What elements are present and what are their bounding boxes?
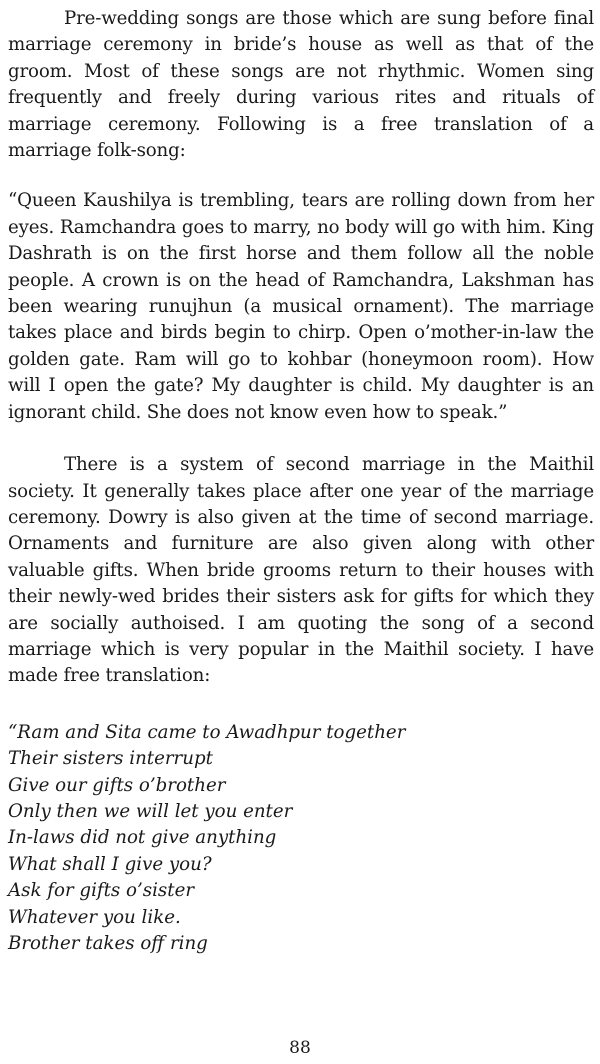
page-number: 88 [289,1038,311,1058]
verse-line: What shall I give you? [8,853,212,875]
verse-line: Ask for gifts o’sister [8,880,195,902]
paragraph-folk-song-quote: “Queen Kaushilya is trembling, tears are rolling down from her eyes. Ramchandra goes to marry, no body will go with him. King Dashrath is on the first horse and them follow all the noble people. A crown is on the head of Ramchandra, Lakshman has been wearing runujhun (a musical ornament). The marriage takes place and birds begin to chirp. Open o’mother-in-law the golden gate. Ram will go to kohbar (honeymoon room). How will I open the gate? My daughter is child. My daughter is an ignorant child. She does not know even how to speak.” [8,190,594,423]
verse-line: Only then we will let you enter [8,800,293,822]
verse-line: In-laws did not give anything [8,827,277,849]
verse-line: “Ram and Sita came to Awadhpur together [8,721,406,743]
verse-line: Whatever you like. [8,906,181,928]
verse-line: Their sisters interrupt [8,748,213,770]
paragraph-second-marriage: There is a system of second marriage in the Maithil society. It generally takes place after one year of the marriage ceremony. Dowry is also given at the time of second marriage. Ornaments and furniture are also given along with other valuable gifts. When bride grooms return to their houses with their newly-wed brides their sisters ask for gifts for which they are socially authoised. I am quoting the song of a second marriage which is very popular in the Maithil society. I have made free translation: [8,454,594,687]
paragraph-pre-wedding-songs: Pre-wedding songs are those which are sung before final marriage ceremony in bride’s house as well as that of the groom. Most of these songs are not rhythmic. Women sing frequently and freely during various rites and rituals of marriage ceremony. Following is a free translation of a marriage folk-song: [8,8,594,162]
verse-line: Give our gifts o’brother [8,774,226,796]
verse-block [8,720,594,958]
verse-line: Brother takes off ring [8,933,208,954]
